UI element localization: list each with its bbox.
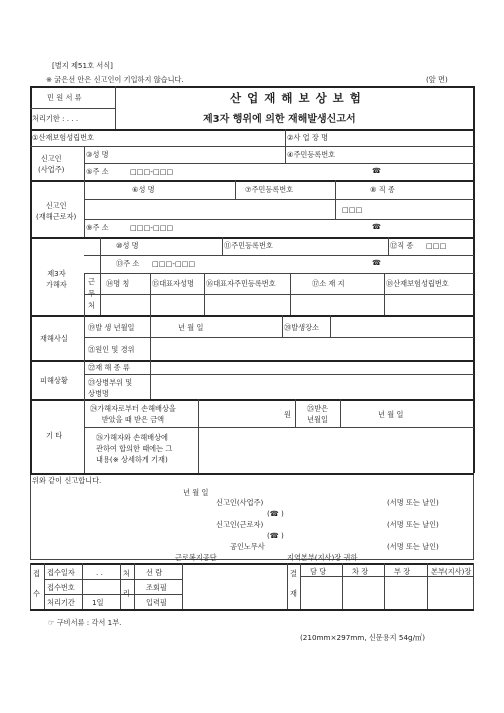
form-number: [별지 제51호 서식] [52,61,113,70]
period-label: 처리기간 [47,598,75,607]
accident-date-ymd: 년 월 일 [178,323,204,332]
field-injury-type: ㉒재 해 종 류 [88,363,130,372]
receipt-label: 접 수 [33,569,40,598]
approver-manager: 부 장 [394,567,411,576]
group-reporter-worker: 신고인 (재해근로자) [36,201,77,221]
approver-branch-head: 본부(지사)장 [431,567,472,576]
offender-job-boxes: □□□ [426,241,447,250]
process-write: 선 람 [146,568,163,577]
process-label: 처 리 [123,569,130,598]
field-injury-part: ㉓상병부위 및 상병명 [88,378,133,398]
field-offender-job: ⑫직 종 [390,241,414,250]
phone-icon: ☎ [372,222,381,231]
field-worker-name: ⑥성 명 [132,185,155,194]
approval-label: 결 재 [290,569,297,598]
field-company-insurance-no: ⑱산재보험성립번호 [386,279,449,288]
field-offender-address: ⑬주 소 [116,259,140,268]
approver-staff: 담 당 [310,567,327,576]
branch-addressee: 지역본부(지사)장 귀하 [287,553,358,562]
form-title: 산 업 재 해 보 상 보 험 [230,91,362,105]
field-worker-rrn: ⑦주민등록번호 [245,185,294,194]
field-rep-name: ⑮대표자성명 [152,279,194,288]
field-rep-rrn: ⑯대표자주민등록번호 [206,279,276,288]
group-workplace: 근 무 처 [88,277,95,310]
offender-zip-boxes: □□□-□□□ [152,259,196,268]
group-third-party: 제3자 가해자 [46,269,67,289]
form-subtitle: 제3자 행위에 의한 재해발생신고서 [203,114,356,125]
won-unit: 원 [284,410,291,419]
phone-icon: ☎ [372,166,381,175]
page-side: (앞 면) [426,75,448,84]
period-value: 1일 [92,598,104,607]
declaration-date: 년 월 일 [183,488,209,497]
group-accident: 재해사실 [40,334,68,343]
group-other: 기 타 [46,431,63,440]
field-offender-name: ⑩성 명 [116,241,139,250]
group-reporter-employer: 신고인 (사업주) [38,154,65,174]
field-worker-job: ⑧ 직 종 [370,185,395,194]
employer-tel: (☎ ) [267,509,284,518]
phone-icon: ☎ [372,258,381,267]
label-labor-attorney: 공인노무사 [230,542,265,551]
worker-tel: (☎ ) [267,531,284,540]
sign-employer: (서명 또는 날인) [387,498,439,507]
field-employer-rrn: ④주민등록번호 [287,150,336,159]
employer-zip-boxes: □□□-□□□ [130,167,174,176]
declaration-text: 위와 같이 신고합니다. [32,476,102,485]
worker-job-boxes: □□□ [342,205,363,214]
field-insurance-no: ①산재보험성립번호 [32,133,94,142]
group-damage: 피해상황 [40,376,68,385]
received-date-ymd: 년 월 일 [378,410,404,419]
field-agreement: ㉖가해자와 손해배상에 관하여 합의한 때에는 그 내용(※ 상세하게 기재) [96,433,173,464]
receipt-no-label: 접수번호 [47,583,75,592]
attachment-note: ☞ 구비서류 : 각서 1부. [48,618,122,627]
receipt-date-value: . . [96,568,103,577]
field-company-location: ⑰소 재 지 [312,279,345,288]
receipt-date-label: 접수일자 [47,568,75,577]
field-company-name: ⑭명 칭 [106,279,130,288]
field-employer-address: ⑤주 소 [86,167,109,176]
field-accident-place: ⑳발생장소 [284,323,319,332]
approver-deputy: 차 장 [352,567,369,576]
field-received-date: ㉕받은 년월일 [307,404,329,424]
worker-zip-boxes: □□□-□□□ [130,223,174,232]
field-workplace-name: ②사 업 장 명 [287,133,329,142]
field-cause: ㉑원인 및 경위 [88,345,135,354]
deadline-label: 처리기한 : . . . [32,114,79,123]
doc-kind-label: 민 원 서 류 [47,93,82,102]
field-worker-address: ⑨주 소 [86,223,109,232]
sign-labor-attorney: (서명 또는 날인) [387,542,439,551]
label-employer: 신고인(사업주) [216,498,264,507]
field-employer-name: ③성 명 [86,150,109,159]
notice-text: ※ 굵은선 안은 신고인이 기입하지 않습니다. [46,75,184,84]
field-compensation-amount: ㉔가해자로부터 손해배상을 받았을 때 받은 금액 [90,404,176,424]
field-offender-rrn: ⑪주민등록번호 [224,241,273,250]
label-worker: 신고인(근로자) [216,520,264,529]
agency-name: 근로복지공단 [175,553,217,562]
paper-spec: (210mm×297mm, 신문용지 54g/㎡) [300,633,426,642]
process-input: 입력필 [146,598,167,607]
process-review: 조회필 [146,583,167,592]
sign-worker: (서명 또는 날인) [387,520,439,529]
field-accident-date: ⑲발 생 년월일 [88,323,135,332]
